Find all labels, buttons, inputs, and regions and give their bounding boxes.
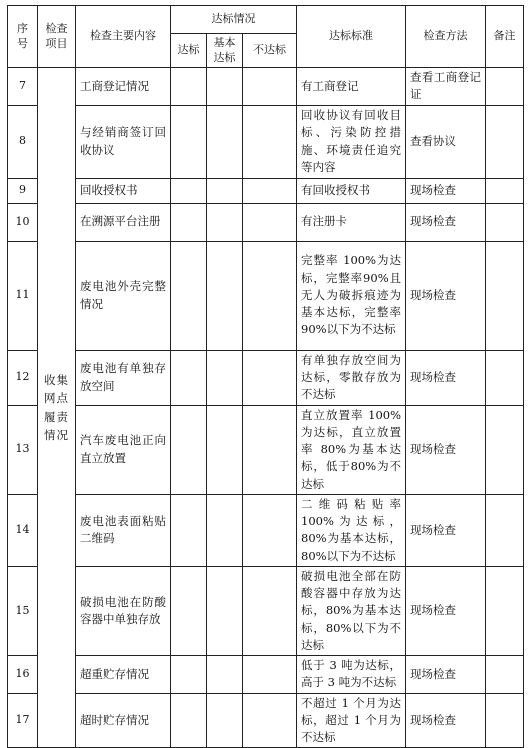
cell-status-basic	[207, 405, 243, 494]
row-content: 汽车废电池正向直立放置	[76, 405, 171, 494]
row-content: 在溯源平台注册	[76, 203, 171, 241]
row-seq: 7	[8, 68, 38, 106]
cell-note	[486, 566, 524, 655]
row-standard: 有注册卡	[297, 203, 406, 241]
cell-status-fail	[243, 241, 297, 350]
table-row	[8, 656, 524, 694]
cell-note	[486, 203, 524, 241]
row-standard: 完整率 100%为达标，完整率90%且无人为破拆痕迹为基本达标，完整率90%以下为不达标	[297, 241, 406, 350]
header-method: 检查方法	[406, 6, 486, 68]
cell-status-basic	[207, 494, 243, 566]
row-content: 破损电池在防酸容器中单独存放	[76, 566, 171, 655]
row-standard: 二维码粘贴率100%为达标，80%为基本达标，80%以下为不达标	[297, 494, 406, 566]
row-seq: 15	[8, 566, 38, 655]
cell-status-fail	[243, 203, 297, 241]
row-method: 现场检查	[406, 241, 486, 350]
row-method: 现场检查	[406, 693, 486, 748]
cell-note	[486, 241, 524, 350]
row-content: 废电池表面粘贴二维码	[76, 494, 171, 566]
table-row	[8, 405, 524, 494]
cell-status-fail	[243, 405, 297, 494]
table-row	[8, 350, 524, 405]
cell-status-ok	[171, 494, 207, 566]
cell-status-ok	[171, 350, 207, 405]
table-row	[8, 566, 524, 655]
cell-status-ok	[171, 241, 207, 350]
header-note: 备注	[486, 6, 524, 68]
cell-note	[486, 693, 524, 748]
header-item: 检查项目	[38, 6, 76, 68]
header-row-1	[8, 6, 524, 34]
cell-status-basic	[207, 350, 243, 405]
cell-status-fail	[243, 494, 297, 566]
cell-status-basic	[207, 566, 243, 655]
row-method: 现场检查	[406, 178, 486, 203]
cell-status-ok	[171, 656, 207, 694]
cell-status-basic	[207, 693, 243, 748]
header-status-fail: 不达标	[243, 34, 297, 68]
row-seq: 9	[8, 178, 38, 203]
row-content: 回收授权书	[76, 178, 171, 203]
cell-note	[486, 656, 524, 694]
table-row	[8, 241, 524, 350]
row-standard: 不超过 1 个月为达标，超过 1 个月为不达标	[297, 693, 406, 748]
row-content: 超重贮存情况	[76, 656, 171, 694]
table-row	[8, 68, 524, 106]
row-standard: 有工商登记	[297, 68, 406, 106]
table-row	[8, 203, 524, 241]
cell-status-fail	[243, 693, 297, 748]
row-method: 现场检查	[406, 656, 486, 694]
cell-status-basic	[207, 178, 243, 203]
row-method: 现场检查	[406, 494, 486, 566]
cell-note	[486, 68, 524, 106]
cell-status-fail	[243, 178, 297, 203]
row-method: 现场检查	[406, 203, 486, 241]
row-standard: 破损电池全部在防酸容器中存放为达标，80%为基本达标，80%以下为不达标	[297, 566, 406, 655]
header-seq: 序号	[8, 6, 38, 68]
row-standard: 有单独存放空间为达标，零散存放为不达标	[297, 350, 406, 405]
cell-status-basic	[207, 241, 243, 350]
row-method: 现场检查	[406, 350, 486, 405]
row-seq: 13	[8, 405, 38, 494]
row-seq: 17	[8, 693, 38, 748]
row-method: 现场检查	[406, 566, 486, 655]
row-standard: 有回收授权书	[297, 178, 406, 203]
row-method: 查看协议	[406, 105, 486, 178]
cell-status-fail	[243, 656, 297, 694]
table-row	[8, 105, 524, 178]
header-status-basic: 基本达标	[207, 34, 243, 68]
cell-status-fail	[243, 105, 297, 178]
cell-note	[486, 105, 524, 178]
row-seq: 11	[8, 241, 38, 350]
header-status-ok: 达标	[171, 34, 207, 68]
cell-status-ok	[171, 566, 207, 655]
row-seq: 8	[8, 105, 38, 178]
cell-status-ok	[171, 105, 207, 178]
cell-note	[486, 350, 524, 405]
row-content: 工商登记情况	[76, 68, 171, 106]
cell-status-basic	[207, 203, 243, 241]
row-standard: 回收协议有回收目标、污染防控措施、环境责任追究等内容	[297, 105, 406, 178]
row-standard: 直立放置率 100%为达标，直立放置率 80%为基本达标，低于80%为不达标	[297, 405, 406, 494]
cell-status-ok	[171, 68, 207, 106]
table-row	[8, 178, 524, 203]
cell-status-basic	[207, 105, 243, 178]
row-content: 废电池有单独存放空间	[76, 350, 171, 405]
cell-status-basic	[207, 656, 243, 694]
row-seq: 16	[8, 656, 38, 694]
header-status: 达标情况	[171, 6, 297, 34]
row-seq: 14	[8, 494, 38, 566]
header-standard: 达标标准	[297, 6, 406, 68]
cell-note	[486, 178, 524, 203]
row-content: 超时贮存情况	[76, 693, 171, 748]
row-content: 与经销商签订回收协议	[76, 105, 171, 178]
row-content: 废电池外壳完整情况	[76, 241, 171, 350]
row-method: 现场检查	[406, 405, 486, 494]
row-method: 查看工商登记证	[406, 68, 486, 106]
cell-status-ok	[171, 405, 207, 494]
cell-status-fail	[243, 68, 297, 106]
cell-status-ok	[171, 693, 207, 748]
cell-status-basic	[207, 68, 243, 106]
merged-item-cell: 收集网点履责情况	[38, 68, 76, 748]
cell-status-fail	[243, 350, 297, 405]
row-standard: 低于 3 吨为达标，高于 3 吨为不达标	[297, 656, 406, 694]
cell-note	[486, 405, 524, 494]
table-row	[8, 494, 524, 566]
cell-note	[486, 494, 524, 566]
cell-status-ok	[171, 178, 207, 203]
header-content: 检查主要内容	[76, 6, 171, 68]
row-seq: 12	[8, 350, 38, 405]
row-seq: 10	[8, 203, 38, 241]
inspection-table	[7, 5, 524, 748]
table-row	[8, 693, 524, 748]
cell-status-fail	[243, 566, 297, 655]
cell-status-ok	[171, 203, 207, 241]
